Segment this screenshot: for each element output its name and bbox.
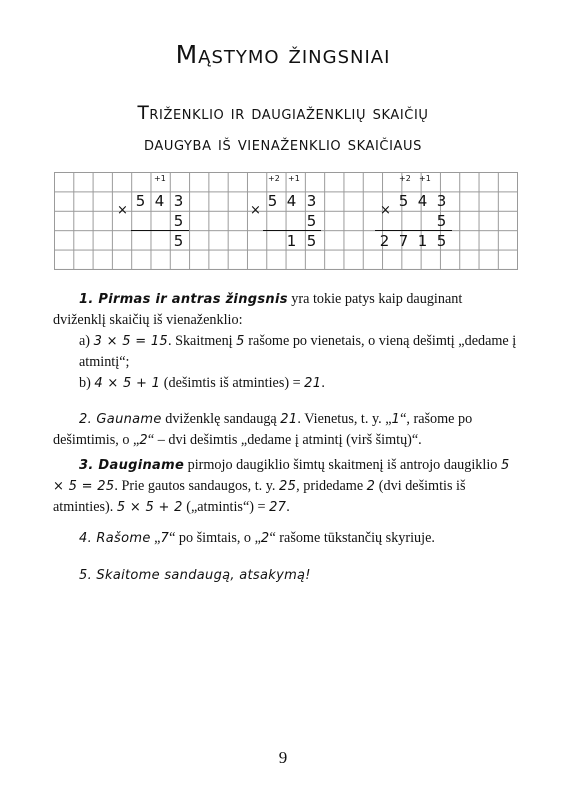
times-sign: × bbox=[250, 203, 261, 218]
step-3-equation2: 5 × 5 + 2 bbox=[116, 500, 183, 515]
digit: 5 bbox=[398, 192, 409, 210]
step-4-paragraph bbox=[53, 528, 513, 549]
step-3-result: 27 bbox=[269, 500, 287, 515]
multiplier-digit: 5 bbox=[173, 212, 184, 230]
digit: 4 bbox=[286, 192, 297, 210]
times-sign: × bbox=[380, 203, 391, 218]
multiplier-digit: 5 bbox=[436, 212, 447, 230]
carry-mark: +2 bbox=[399, 174, 411, 183]
step-2-paragraph bbox=[53, 409, 513, 451]
step-2-text: dviženklę sandaugą bbox=[161, 411, 281, 427]
step-3-paragraph bbox=[53, 455, 513, 518]
page-number: 9 bbox=[278, 748, 288, 767]
result-digit: 2 bbox=[379, 232, 390, 250]
step-3-number: 25 bbox=[279, 479, 297, 494]
step-1b-prefix: b) bbox=[79, 375, 95, 391]
times-sign: × bbox=[117, 203, 128, 218]
result-line bbox=[131, 230, 189, 231]
step-1-text: yra tokie patys kaip dauginant dviženklį skaičių iš vienaženklio: bbox=[53, 291, 463, 328]
carry-mark: +2 bbox=[268, 174, 280, 183]
step-1a-text2: rašome po vienetais, o vieną dešimtį „dedame į atmintį“; bbox=[79, 333, 517, 370]
result-line bbox=[263, 230, 321, 231]
step-1b-equation: 4 × 5 + 1 bbox=[94, 376, 161, 391]
squared-paper-grid bbox=[54, 172, 518, 270]
step-4-text3: “ rašome tūkstančių skyriuje. bbox=[269, 530, 435, 546]
page-title: Mąstymo žingsniai bbox=[175, 40, 391, 69]
carry-mark: +1 bbox=[288, 174, 300, 183]
digit: 3 bbox=[436, 192, 447, 210]
step-3-text: pirmojo daugiklio šimtų skaitmenį iš antrojo daugiklio bbox=[184, 457, 501, 473]
step-2-number: 21 bbox=[280, 412, 298, 427]
step-2-text3: “, rašome po dešimtimis, o „ bbox=[53, 411, 473, 448]
step-3-lead: 3. Dauginame bbox=[79, 458, 185, 473]
step-3-text5: („atmintis“) = bbox=[182, 499, 270, 515]
step-4-text: „ bbox=[150, 530, 161, 546]
step-1a-prefix: a) bbox=[79, 333, 94, 349]
result-line bbox=[375, 230, 452, 231]
step-3-text2: . Prie gautos sandaugos, t. y. bbox=[114, 478, 279, 494]
digit: 5 bbox=[267, 192, 278, 210]
digit: 4 bbox=[154, 192, 165, 210]
step-2-two: 2 bbox=[139, 433, 148, 448]
step-4-lead: 4. Rašome bbox=[79, 531, 151, 546]
result-digit: 1 bbox=[417, 232, 428, 250]
step-1a bbox=[79, 331, 519, 373]
step-1b bbox=[79, 373, 519, 394]
multiplier-digit: 5 bbox=[306, 212, 317, 230]
digit: 4 bbox=[417, 192, 428, 210]
step-2-one: 1 bbox=[391, 412, 401, 427]
step-3-end: . bbox=[286, 499, 290, 515]
step-5-text: 5. Skaitome sandaugą, atsakymą! bbox=[79, 568, 311, 583]
section-subtitle-line1: Triženklio ir daugiaženklių skaičių bbox=[137, 103, 429, 124]
step-1-lead: 1. Pirmas ir antras žingsnis bbox=[79, 292, 288, 307]
result-digit: 5 bbox=[306, 232, 317, 250]
result-digit: 5 bbox=[173, 232, 184, 250]
carry-mark: +1 bbox=[419, 174, 431, 183]
step-2-lead: 2. Gauname bbox=[79, 412, 162, 427]
step-1b-end: . bbox=[321, 375, 325, 391]
step-3-text3: , pridedame bbox=[296, 478, 367, 494]
step-1a-text: . Skaitmenį bbox=[167, 333, 237, 349]
step-5-paragraph bbox=[53, 565, 513, 586]
section-subtitle-line2: daugyba iš vienaženklio skaičiaus bbox=[144, 134, 422, 155]
step-2-text2: . Vienetus, t. y. „ bbox=[297, 411, 392, 427]
step-1b-text: (dešimtis iš atminties) = bbox=[160, 375, 305, 391]
carry-mark: +1 bbox=[154, 174, 166, 183]
digit: 3 bbox=[306, 192, 317, 210]
step-2-text4: “ – dvi dešimtis „dedame į atmintį (virš šimtų)“. bbox=[147, 432, 422, 448]
step-1b-result: 21 bbox=[304, 376, 322, 391]
result-digit: 5 bbox=[436, 232, 447, 250]
digit: 3 bbox=[173, 192, 184, 210]
step-3-text4: (dvi dešimtis iš atminties). bbox=[53, 478, 466, 515]
digit: 5 bbox=[135, 192, 146, 210]
step-1a-digit: 5 bbox=[236, 334, 245, 349]
result-digit: 7 bbox=[398, 232, 409, 250]
result-digit: 1 bbox=[286, 232, 297, 250]
step-3-equation: 5 × 5 = 25 bbox=[53, 458, 510, 494]
step-1-paragraph bbox=[53, 289, 513, 331]
step-4-two: 2 bbox=[260, 531, 270, 546]
step-4-seven: 7 bbox=[160, 531, 170, 546]
step-4-text2: “ po šimtais, o „ bbox=[169, 530, 261, 546]
step-3-two: 2 bbox=[366, 479, 376, 494]
step-1a-equation: 3 × 5 = 15 bbox=[93, 334, 168, 349]
